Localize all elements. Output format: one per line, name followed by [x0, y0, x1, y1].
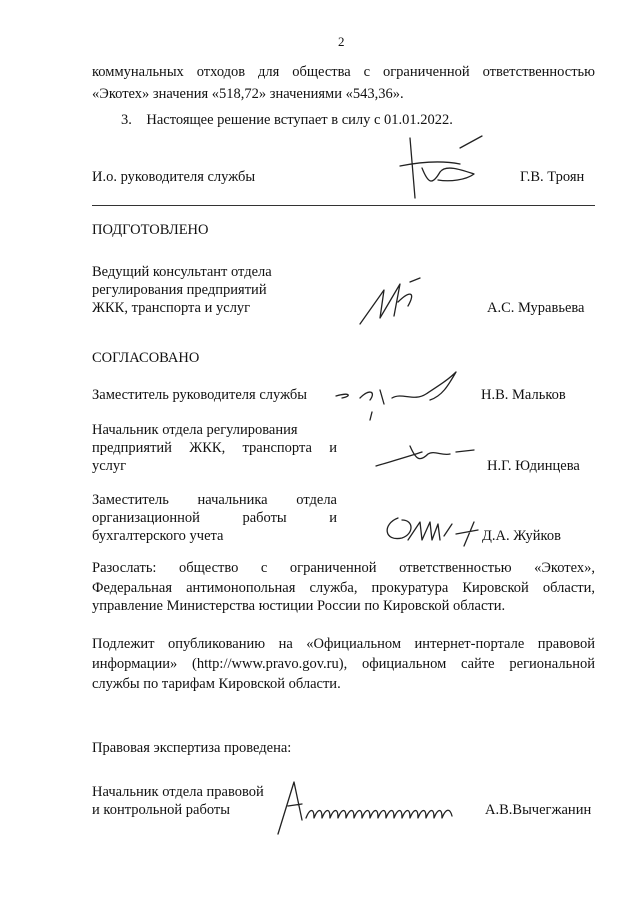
publication-line-1: Подлежит опубликованию на «Официальном интернет-портале правовой	[92, 636, 595, 652]
head-signature	[370, 128, 500, 208]
head-position: И.о. руководителя службы	[92, 169, 256, 185]
distribution-line-3: управление Министерства юстиции России по Кировской области.	[92, 598, 506, 614]
dept-head-position-1: Начальник отдела регулирования	[92, 422, 298, 438]
effective-date-item: 3. Настоящее решение вступает в силу с 01.01.2022.	[121, 112, 453, 128]
prepared-position-3: ЖКК, транспорта и услуг	[92, 300, 251, 316]
agreed-heading: СОГЛАСОВАНО	[92, 350, 200, 366]
deputy-dept-position-1: Заместитель начальника отдела	[92, 492, 337, 508]
deputy-dept-position-2: организационной работы и	[92, 510, 337, 526]
dept-head-signature	[370, 436, 480, 476]
intro-line-1: коммунальных отходов для общества с ограниченной ответственностью	[92, 64, 595, 80]
legal-signature	[272, 772, 472, 842]
distribution-line-2: Федеральная антимонопольная служба, прокуратура Кировской области,	[92, 580, 595, 596]
publication-line-2: информации» (http://www.pravo.gov.ru), официальном сайте региональной	[92, 656, 595, 672]
prepared-signature	[350, 272, 440, 342]
legal-name: А.В.Вычегжанин	[485, 802, 592, 818]
legal-position-1: Начальник отдела правовой	[92, 784, 264, 800]
deputy-signature	[330, 362, 470, 422]
deputy-dept-position-3: бухгалтерского учета	[92, 528, 224, 544]
deputy-position: Заместитель руководителя службы	[92, 387, 308, 403]
deputy-dept-signature	[378, 510, 488, 550]
dept-head-position-2: предприятий ЖКК, транспорта и	[92, 440, 337, 456]
distribution-line-1: Разослать: общество с ограниченной ответственностью «Экотех»,	[92, 560, 595, 576]
prepared-position-2: регулирования предприятий	[92, 282, 267, 298]
legal-position-2: и контрольной работы	[92, 802, 230, 818]
head-name: Г.В. Троян	[520, 169, 585, 185]
header-divider	[92, 205, 595, 206]
publication-line-3: службы по тарифам Кировской области.	[92, 676, 341, 692]
prepared-name: А.С. Муравьева	[487, 300, 585, 316]
intro-line-2: «Экотех» значения «518,72» значениями «543,36».	[92, 86, 404, 102]
legal-review-note: Правовая экспертиза проведена:	[92, 740, 292, 756]
prepared-heading: ПОДГОТОВЛЕНО	[92, 222, 209, 238]
deputy-name: Н.В. Мальков	[481, 387, 566, 403]
prepared-position-1: Ведущий консультант отдела	[92, 264, 272, 280]
deputy-dept-name: Д.А. Жуйков	[482, 528, 561, 544]
dept-head-position-3: услуг	[92, 458, 127, 474]
dept-head-name: Н.Г. Юдинцева	[487, 458, 580, 474]
page-number: 2	[338, 34, 345, 49]
